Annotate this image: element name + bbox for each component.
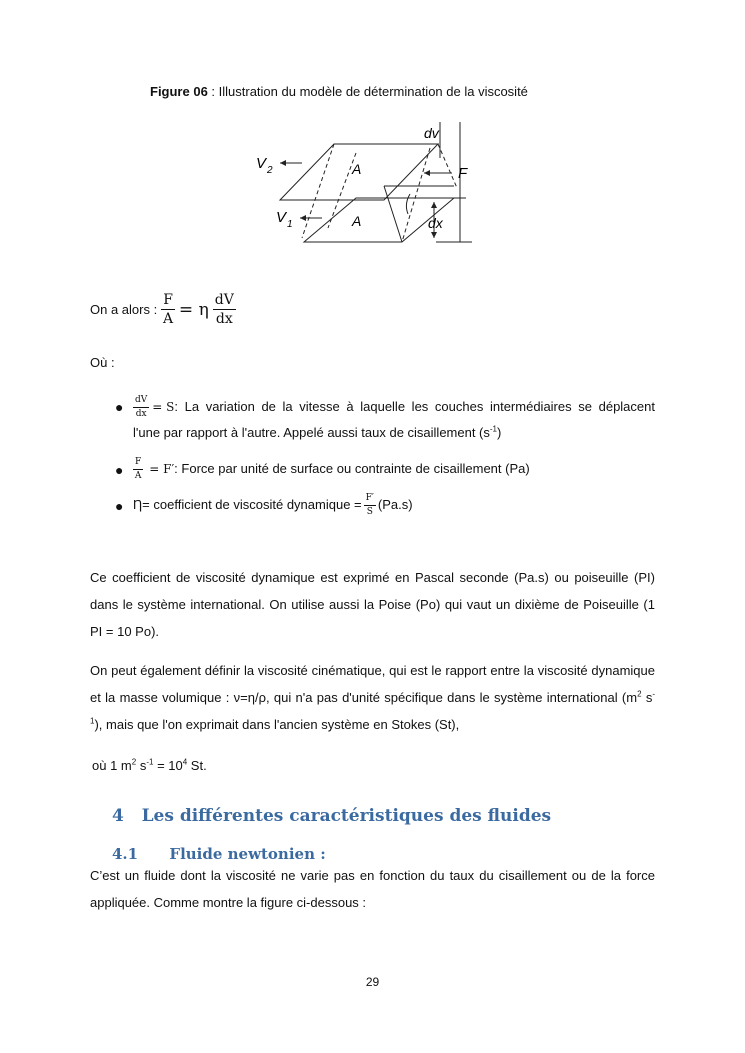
para3-part: où 1 m xyxy=(92,758,132,773)
frac-num: F xyxy=(163,292,173,308)
bullet-3 xyxy=(133,490,655,520)
close-paren: ) xyxy=(497,425,502,440)
frac-den: A xyxy=(163,311,174,327)
figure-caption xyxy=(150,84,528,99)
a-bottom-label: A xyxy=(352,213,362,229)
page-number: 29 xyxy=(365,975,380,989)
section-heading: 4 Les différentes caractéristiques des fluides xyxy=(112,806,552,826)
subsection-heading: 4.1 Fluide newtonien : xyxy=(112,845,326,863)
sup: 2 xyxy=(637,689,642,699)
bullet-1 xyxy=(133,392,655,444)
para3-part: St. xyxy=(187,758,207,773)
v2-subscript: 2 xyxy=(267,165,273,176)
bullet-1-text: : La variation de la vitesse à laquelle les couches intermédiaires se déplacent xyxy=(174,399,655,414)
bullet-icon: ● xyxy=(115,462,124,478)
para3-part: s xyxy=(136,758,147,773)
para3-part: = 10 xyxy=(153,758,183,773)
frac-num: F xyxy=(133,458,143,470)
fraction-dv-over-dx xyxy=(213,293,236,326)
equals-f-prime: = F′ xyxy=(149,462,175,476)
sup: 2 xyxy=(131,757,137,767)
frac-num: F′ xyxy=(364,494,376,506)
frac-den: A xyxy=(134,470,142,481)
equals-s: = S xyxy=(152,400,175,414)
v1-label: V xyxy=(276,209,287,226)
caption-label: Figure 06 xyxy=(150,84,208,99)
frac-den: dx xyxy=(215,311,233,327)
ou-label: Où : xyxy=(90,355,115,370)
dx-label: dx xyxy=(428,215,443,231)
dv-label: dv xyxy=(424,125,439,141)
v2-label: V xyxy=(256,155,267,172)
para2-part: On peut également définir la viscosité cinématique, qui est le rapport entre la viscosité dynamique et la masse volumique : ν=η/ρ, qui n'a pas d'unité spécifique dans le système international (m xyxy=(90,663,655,705)
paragraph-3 xyxy=(92,758,207,773)
para2-part: ), mais que l'on exprimait dans l'ancien système en Stokes (St), xyxy=(94,717,460,732)
fraction-dv-dx xyxy=(133,396,149,419)
bullet-1-line2: l'une par rapport à l'autre. Appelé aussi taux de cisaillement (s xyxy=(133,425,490,440)
paragraph-1: Ce coefficient de viscosité dynamique est exprimé en Pascal seconde (Pa.s) ou poiseuille (PI) dans le système international. On utilise aussi la Poise (Po) qui vaut un dixième de Poiseuille (1 PI = 10 Po). xyxy=(90,570,655,639)
f-label: F xyxy=(458,165,468,182)
frac-num: dV xyxy=(214,292,234,308)
caption-text: : Illustration du modèle de détermination de la viscosité xyxy=(207,84,528,99)
frac-den: dx xyxy=(135,408,147,419)
equation-prefix: On a alors : xyxy=(90,302,158,317)
main-equation xyxy=(90,293,236,326)
viscosity-diagram xyxy=(252,118,482,246)
fraction-f-over-a xyxy=(161,293,175,326)
frac-den: S xyxy=(366,506,373,517)
a-top-label: A xyxy=(352,161,362,177)
sup: -1 xyxy=(146,757,154,767)
bullet-icon: ● xyxy=(115,399,124,415)
paragraph-4: C’est un fluide dont la viscosité ne varie pas en fonction du taux du cisaillement ou de la force appliquée. Comme montre la figure ci-dessous : xyxy=(90,868,655,910)
bullet-2 xyxy=(133,454,655,484)
sup: -1 xyxy=(489,424,498,434)
bullet-3-unit: (Pa.s) xyxy=(377,497,413,512)
sup: 4 xyxy=(182,757,188,767)
paragraph-2 xyxy=(90,657,655,738)
fraction-fprime-s xyxy=(364,494,376,517)
frac-num: dV xyxy=(133,396,149,408)
bullet-icon: ● xyxy=(115,498,124,514)
bullet-2-text: : Force par unité de surface ou contrainte de cisaillement (Pa) xyxy=(174,461,530,476)
bullet-3-text: Ƞ= coefficient de viscosité dynamique = xyxy=(133,497,362,512)
fraction-f-a xyxy=(133,458,143,481)
equals-eta: = η xyxy=(178,299,209,320)
sup: -1 xyxy=(90,689,655,726)
para2-part: s xyxy=(641,690,653,705)
v1-subscript: 1 xyxy=(287,219,293,230)
